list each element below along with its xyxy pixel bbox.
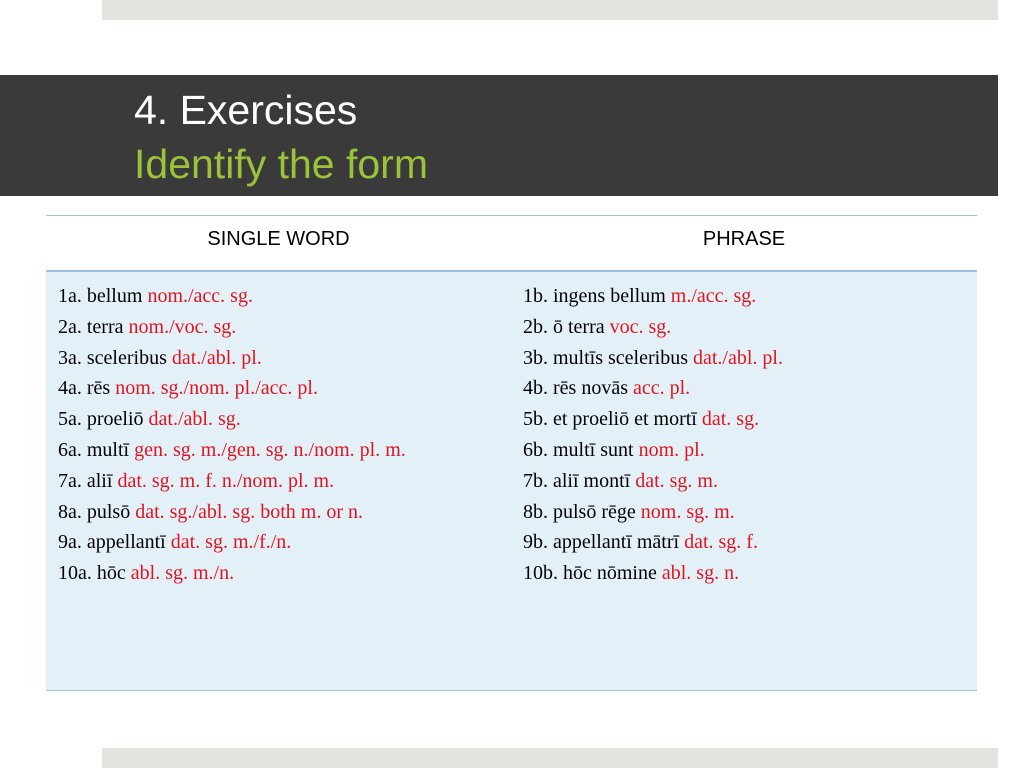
item-form: dat./abl. pl.	[171, 346, 262, 369]
list-item	[58, 466, 498, 497]
item-text: 2b. ō terra	[523, 315, 610, 338]
table-header-row	[46, 216, 977, 272]
list-item	[58, 343, 498, 374]
item-text: 10a. hōc	[58, 562, 131, 585]
item-text: 9a. appellantī	[58, 531, 171, 554]
item-form: voc. sg.	[609, 315, 672, 338]
header-single-word: SINGLE WORD	[207, 228, 350, 250]
table-body	[46, 272, 977, 690]
item-form: nom. sg./nom. pl./acc. pl.	[115, 377, 318, 400]
item-form: nom. pl.	[638, 438, 705, 461]
header-phrase: PHRASE	[702, 228, 786, 250]
item-form: m./acc. sg.	[670, 285, 757, 307]
list-item	[58, 281, 498, 312]
item-form: dat. sg./abl. sg. both m. or n.	[135, 500, 363, 523]
list-item	[523, 312, 963, 343]
item-form: dat./abl. sg.	[148, 408, 241, 431]
item-form: dat./abl. pl.	[692, 346, 783, 369]
list-item	[523, 373, 963, 404]
item-text: 2a. terra	[58, 315, 129, 338]
item-text: 3b. multīs sceleribus	[523, 346, 693, 369]
item-text: 1b. ingens bellum	[523, 285, 671, 307]
item-text: 9b. appellantī mātrī	[523, 531, 685, 554]
item-form: abl. sg. m./n.	[130, 562, 235, 585]
item-text: 5b. et proeliō et mortī	[523, 408, 702, 431]
item-text: 7b. aliī montī	[523, 469, 636, 492]
item-text: 8a. pulsō	[58, 500, 136, 523]
item-text: 8b. pulsō rēge	[523, 500, 641, 523]
slide-subtitle: Identify the form	[134, 141, 428, 187]
item-text: 3a. sceleribus	[58, 346, 172, 369]
list-item	[523, 435, 963, 466]
list-item	[58, 312, 498, 343]
item-form: dat. sg. m./f./n.	[170, 531, 292, 554]
list-item	[523, 497, 963, 528]
phrase-column	[523, 281, 963, 589]
bottom-decorative-strip	[102, 748, 998, 768]
list-item	[58, 527, 498, 558]
item-text: 4a. rēs	[58, 377, 116, 400]
single-word-column	[58, 281, 498, 589]
list-item	[523, 527, 963, 558]
top-decorative-strip	[102, 0, 998, 20]
list-item	[523, 558, 963, 589]
list-item	[523, 466, 963, 497]
item-form: nom./acc. sg.	[147, 285, 253, 307]
item-text: 1a. bellum	[58, 285, 148, 307]
item-text: 10b. hōc nōmine	[523, 562, 662, 585]
item-text: 7a. aliī	[58, 469, 118, 492]
item-text: 6a. multī	[58, 438, 135, 461]
item-text: 4b. rēs novās	[523, 377, 633, 400]
item-form: abl. sg. n.	[661, 562, 740, 585]
item-form: nom. sg. m.	[640, 500, 735, 523]
list-item	[58, 404, 498, 435]
list-item	[58, 558, 498, 589]
item-text: 6b. multī sunt	[523, 438, 639, 461]
item-form: dat. sg. m.	[635, 469, 718, 492]
item-form: gen. sg. m./gen. sg. n./nom. pl. m.	[134, 438, 406, 461]
list-item	[58, 373, 498, 404]
list-item	[523, 343, 963, 374]
item-form: nom./voc. sg.	[128, 315, 237, 338]
exercise-table	[46, 215, 977, 691]
item-form: dat. sg. f.	[684, 531, 758, 554]
slide-title: 4. Exercises	[134, 87, 358, 133]
item-form: dat. sg. m. f. n./nom. pl. m.	[117, 469, 335, 492]
list-item	[58, 497, 498, 528]
list-item	[58, 435, 498, 466]
list-item	[523, 404, 963, 435]
item-text: 5a. proeliō	[58, 408, 149, 431]
item-form: dat. sg.	[701, 408, 760, 431]
list-item	[523, 281, 963, 312]
item-form: acc. pl.	[632, 377, 691, 400]
